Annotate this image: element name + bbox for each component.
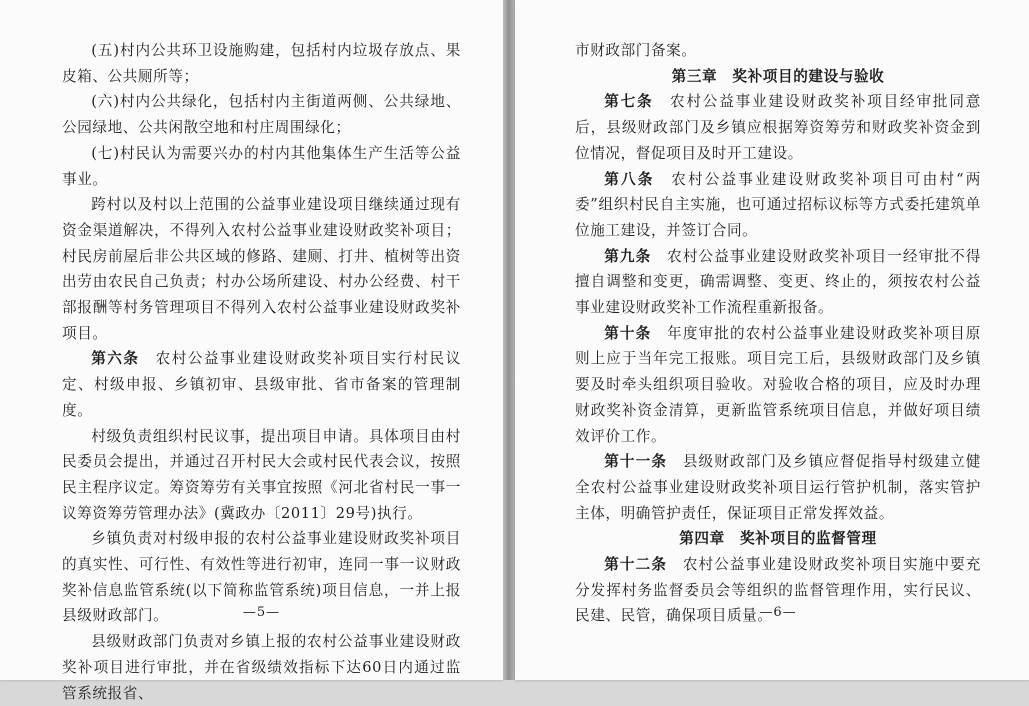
article-10 (575, 321, 981, 450)
paragraph: 乡镇负责对村级申报的农村公益事业建设财政奖补项目的真实性、可行性、有效性等进行初审，连同一事一议财政奖补信息监管系统(以下简称监管系统)项目信息，一并上报县级财政部门。 (62, 530, 461, 625)
article-heading: 第八条 (604, 170, 655, 188)
article-6 (62, 346, 461, 423)
article-9 (575, 244, 981, 321)
chapter-title: 第三章 奖补项目的建设与验收 (671, 67, 885, 85)
paragraph: (六)村内公共绿化，包括村内主街道两侧、公共绿地、公园绿地、公共闲散空地和村庄周围绿化； (62, 93, 461, 137)
article-heading: 第九条 (604, 247, 652, 265)
article-11 (575, 449, 981, 526)
paragraph: (五)村内公共环卫设施购建，包括村内垃圾存放点、果皮箱、公共厕所等； (62, 42, 461, 85)
article-text: 农村公益事业建设财政奖补项目经审批同意后，县级财政部门及乡镇应根据筹资筹劳和财政奖补资金到位情况，督促项目及时开工建设。 (575, 93, 981, 162)
paragraph: (七)村民认为需要兴办的村内其他集体生产生活等公益事业。 (62, 144, 461, 188)
article-heading: 第十条 (604, 324, 652, 342)
article-7 (575, 89, 981, 166)
page-6 (515, 0, 1029, 680)
page-5 (0, 0, 503, 702)
page-gutter (503, 0, 515, 680)
paragraph: 村级负责组织村民议事，提出项目申请。具体项目由村民委员会提出，并通过召开村民大会或村民代表会议，按照民主程序议定。筹资筹劳有关事宜按照《河北省村民一事一议筹资筹劳管理办法》(冀政办〔2011〕29号)执行。 (62, 427, 461, 522)
chapter-title: 第四章 奖补项目的监督管理 (679, 530, 877, 548)
article-heading: 第七条 (604, 93, 654, 111)
article-heading: 第六条 (91, 350, 140, 368)
article-text: 农村公益事业建设财政奖补项目一经审批不得擅自调整和变更，确需调整、变更、终止的，须按农村公益事业建设财政奖补工作流程重新报备。 (575, 247, 981, 317)
article-text: 农村公益事业建设财政奖补项目实施中要充分发挥村务监督委员会等组织的监督管理作用，实行民议、民建、民管，确保项目质量。 (575, 556, 981, 625)
paragraph: 跨村以及村以上范围的公益事业建设项目继续通过现有资金渠道解决，不得列入农村公益事业建设财政奖补项目；村民房前屋后非公共区域的修路、建厕、打井、植树等出资出劳由农民自己负责；村办公场所建设、村办公经费、村干部报酬等村务管理项目不得列入农村公益事业建设财政奖补项目。 (62, 196, 461, 342)
article-text: 农村公益事业建设财政奖补项目可由村“两委”组织村民自主实施，也可通过招标议标等方式委托建筑单位施工建设，并签订合同。 (575, 170, 981, 239)
article-8 (575, 167, 981, 244)
page-number: —6— (759, 605, 797, 620)
page-number: —5— (242, 605, 281, 620)
article-heading: 第十二条 (604, 556, 668, 574)
article-text: 县级财政部门及乡镇应督促指导村级建立健全农村公益事业建设财政奖补项目运行管护机制，落实管护主体，明确管护责任，保证项目正常发挥效益。 (575, 453, 981, 522)
paragraph: 市财政部门备案。 (575, 42, 697, 59)
article-heading: 第十一条 (604, 453, 668, 471)
article-text: 农村公益事业建设财政奖补项目实行村民议定、村级申报、乡镇初审、县级审批、省市备案的管理制度。 (62, 350, 461, 419)
article-text: 年度审批的农村公益事业建设财政奖补项目原则上应于当年完工报账。项目完工后，县级财政部门及乡镇要及时牵头组织项目验收。对验收合格的项目，应及时办理财政奖补资金清算，更新监管系统项目信息，并做好项目绩效评价工作。 (575, 324, 981, 445)
paragraph: 县级财政部门负责对乡镇上报的农村公益事业建设财政奖补项目进行审批，并在省级绩效指标下达60日内通过监管系统报省、 (62, 633, 461, 702)
